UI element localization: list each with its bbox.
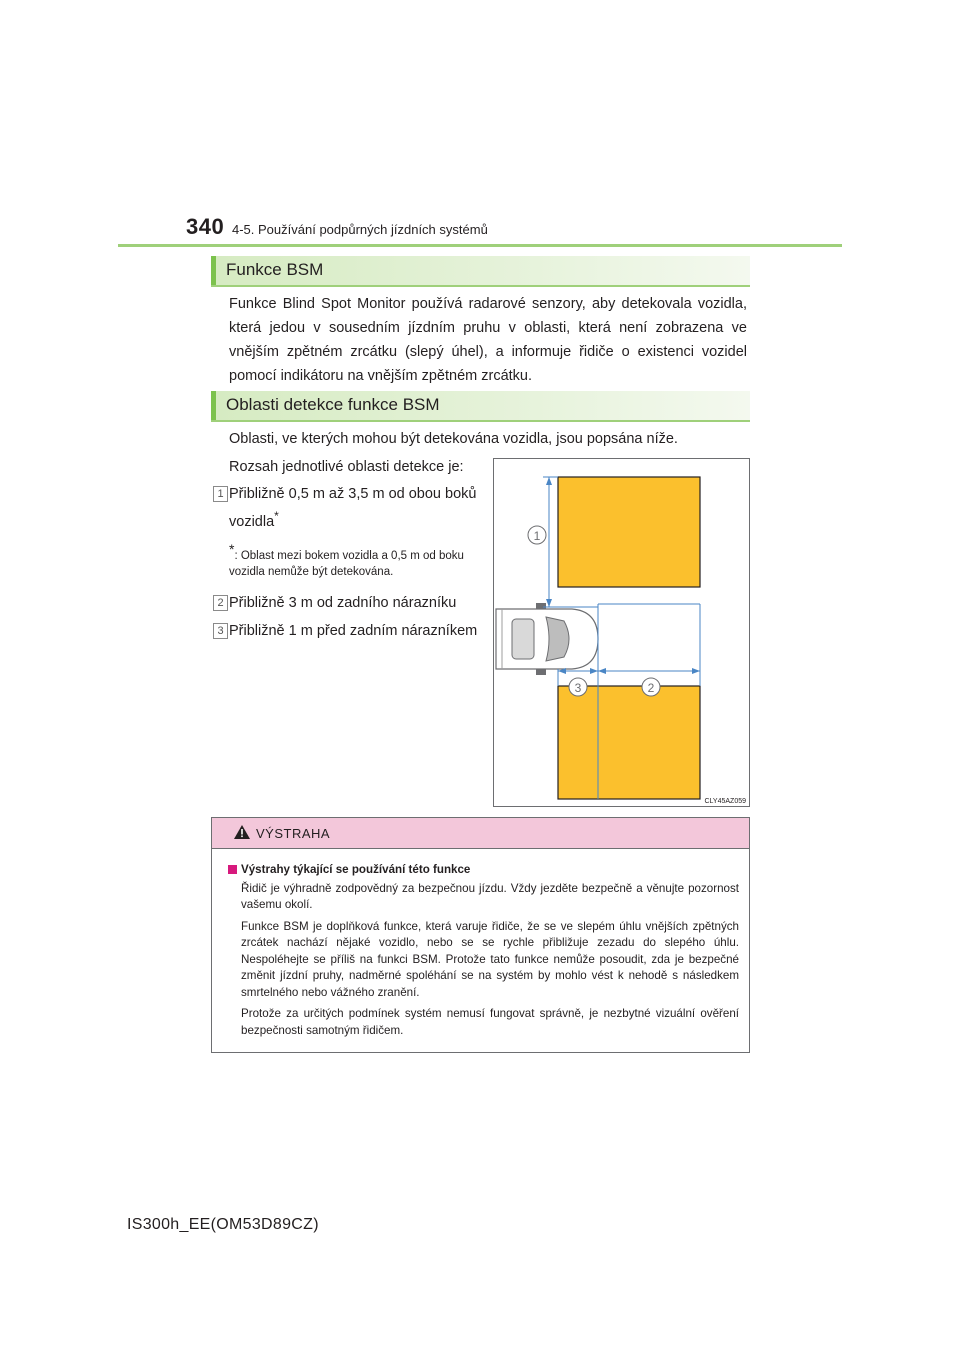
item-text: Přibližně 3 m od zadního nárazníku <box>229 594 457 611</box>
footnote-ref: * <box>274 509 279 523</box>
label-3 <box>569 678 587 696</box>
range-intro: Rozsah jednotlivé oblasti detekce je: <box>229 459 464 475</box>
warning-paragraph: Protože za určitých podmínek systém nemusí fungovat správně, je nezbytné vizuální ověření bezpečnosti samotným řidičem. <box>241 1007 739 1037</box>
intro-text: Oblasti, ve kterých mohou být detekována vozidla, jsou popsána níže. <box>229 431 678 447</box>
header-divider <box>118 244 842 247</box>
chapter-title: 4-5. Používání podpůrných jízdních systémů <box>232 222 488 237</box>
image-code: CLY45AZ059 <box>704 798 746 805</box>
car-icon <box>496 603 598 675</box>
bullet-square-icon <box>228 865 237 874</box>
list-item <box>217 620 481 642</box>
warning-body <box>228 862 739 1044</box>
page-number: 340 <box>186 214 225 239</box>
footnote-text: : Oblast mezi bokem vozidla a 0,5 m od boku vozidla nemůže být detekována. <box>229 549 464 578</box>
lower-detection-zone <box>558 686 700 799</box>
footnote <box>229 541 481 580</box>
item-marker: 2 <box>213 595 228 611</box>
diagram-svg <box>494 459 749 806</box>
list-item <box>217 592 481 614</box>
warning-header <box>212 818 749 849</box>
section-heading-detection-areas <box>211 391 750 420</box>
warning-subtitle: Výstrahy týkající se používání této funkce <box>228 862 739 879</box>
warning-paragraph: Řidič je výhradně zodpovědný za bezpečnou jízdu. Vždy jezděte bezpečně a věnujte pozornost vašemu okolí. <box>241 881 739 911</box>
label-1 <box>528 526 546 544</box>
section-divider <box>211 420 750 422</box>
warning-triangle-icon <box>233 824 251 840</box>
svg-text:2: 2 <box>647 681 655 695</box>
section-paragraph: Funkce Blind Spot Monitor používá radarové senzory, aby detekovala vozidla, která jedou v sousedním jízdním pruhu v oblasti, která není zobrazena ve vnějším zpětném zrcátku (slepý úhel), a informuje řidiče o existenci vozidel pomocí indikátoru na vnějším zpětném zrcátku. <box>229 296 747 384</box>
warning-box <box>211 817 750 1053</box>
item-text: Přibližně 0,5 m až 3,5 m od obou boků vozidla <box>229 486 477 530</box>
range-list <box>217 483 481 642</box>
warning-title: VÝSTRAHA <box>256 826 331 841</box>
section-title: Funkce BSM <box>226 260 324 279</box>
svg-text:3: 3 <box>574 681 582 695</box>
svg-text:1: 1 <box>533 529 541 543</box>
model-code: IS300h_EE(OM53D89CZ) <box>127 1216 319 1233</box>
upper-detection-zone <box>558 477 700 587</box>
label-2 <box>642 678 660 696</box>
warning-paragraph: Funkce BSM je doplňková funkce, která varuje řidiče, že se ve slepém úhlu vnějších zpětných zrcátek nachází nějaké vozidlo, nebo se se rychle přibližuje zezadu do slepého úhlu. Nespoléhejte se příliš na funkci BSM. Protože tato funkce nemůže posoudit, zda je bezpečné změnit jízdní pruhy, nadměrné spoléhání se na systém by mohlo vést k nehodě s následkem smrtelného nebo vážného zranění. <box>241 919 739 999</box>
item-marker: 1 <box>213 486 228 502</box>
detection-area-diagram <box>493 458 750 807</box>
footnote-mark: * <box>229 540 235 557</box>
section-divider <box>211 285 750 287</box>
item-text: Přibližně 1 m před zadním nárazníkem <box>229 622 478 639</box>
item-marker: 3 <box>213 623 228 639</box>
list-item <box>217 483 481 533</box>
section-title: Oblasti detekce funkce BSM <box>226 395 440 414</box>
section-heading-funkce-bsm <box>211 256 750 285</box>
